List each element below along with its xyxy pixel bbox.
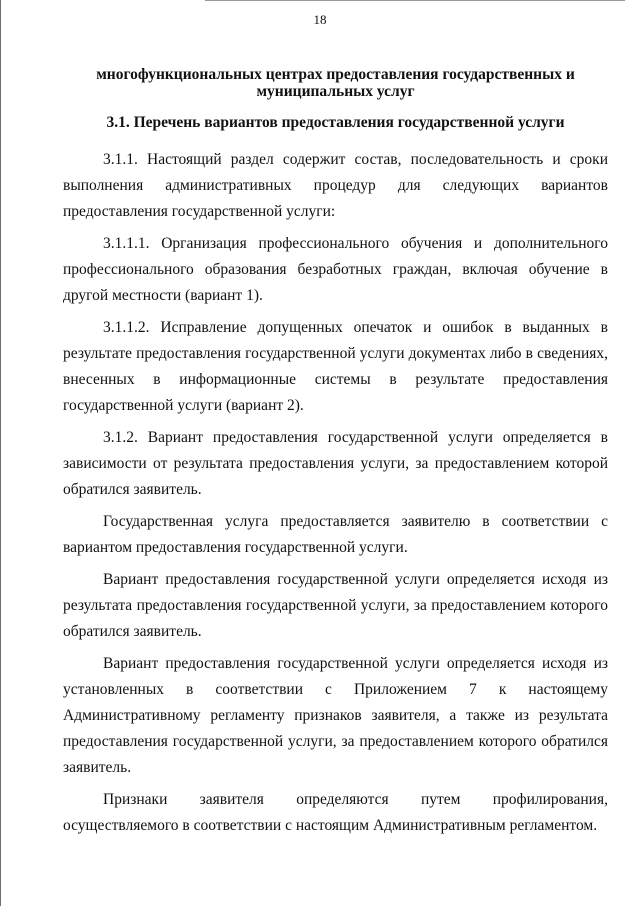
section-title: 3.1. Перечень вариантов предоставления государственной услуги (106, 114, 565, 131)
paragraph-3-1-2: 3.1.2. Вариант предоставления государственной услуги определяется в зависимости от результата предоставления услуги, за предоставлением которой обратился заявитель. (63, 429, 608, 498)
paragraph-3-1-1: 3.1.1. Настоящий раздел содержит состав, последовательность и сроки выполнения административных процедур для следующих вариантов предоставления государственной услуги: (63, 151, 608, 220)
document-body (63, 66, 608, 845)
paragraph-variant-by-result: Вариант предоставления государственной услуги определяется исходя из результата предоставления государственной услуги, за предоставлением которого обратился заявитель. (63, 571, 608, 640)
paragraph-variant-by-criteria: Вариант предоставления государственной услуги определяется исходя из установленных в соответствии с Приложением 7 к настоящему Административному регламенту признаков заявителя, а также из результата предоставления государственной услуги, за предоставлением которого обратился заявитель. (63, 655, 608, 776)
page-left-edge (0, 0, 1, 906)
paragraph-3-1-1-2: 3.1.1.2. Исправление допущенных опечаток и ошибок в выданных в результате предоставления государственной услуги документах либо в сведениях, внесенных в информационные системы в результате предоставления государственной услуги (вариант 2). (63, 319, 608, 414)
page-number: 18 (313, 12, 327, 27)
top-rule (205, 0, 625, 1)
paragraph-profiling: Признаки заявителя определяются путем профилирования, осуществляемого в соответствии с настоящим Административным регламентом. (63, 791, 608, 834)
paragraph-service-provided: Государственная услуга предоставляется заявителю в соответствии с вариантом предоставления государственной услуги. (63, 513, 608, 556)
paragraph-3-1-1-1: 3.1.1.1. Организация профессионального обучения и дополнительного профессионального образования безработных граждан, включая обучение в другой местности (вариант 1). (63, 235, 608, 304)
page-heading: многофункциональных центрах предоставления государственных и муниципальных услуг (96, 66, 575, 100)
